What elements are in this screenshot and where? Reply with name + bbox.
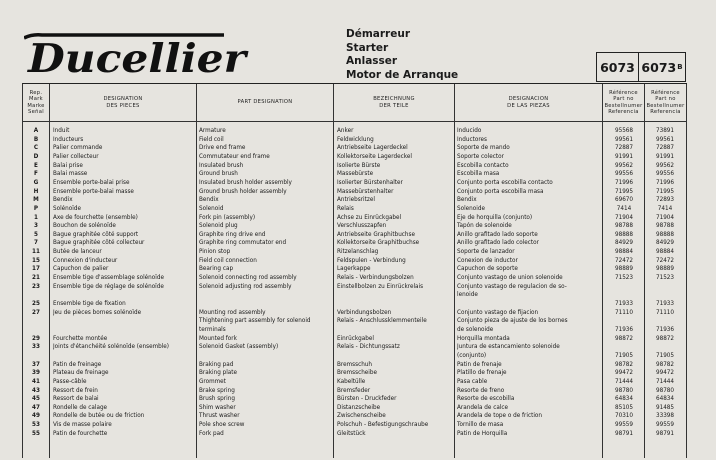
row-de: Antriebseite Graphitbuchse <box>337 231 415 238</box>
row-fr: Joints d'étanchéité solénoïde (ensemble) <box>53 344 170 351</box>
table-row <box>23 248 687 256</box>
row-en: Solenoid connecting rod assembly <box>199 275 297 282</box>
row-fr: Solénoïde <box>53 205 81 212</box>
table-row <box>23 257 687 265</box>
row-ref2: 98889 <box>655 266 675 273</box>
row-mark: P <box>33 205 39 212</box>
row-en: Bearing cap <box>199 266 234 273</box>
row-es: Tornillo de masa <box>457 422 504 429</box>
row-fr: Plateau de freinage <box>53 370 109 377</box>
row-ref1: 98782 <box>614 361 634 368</box>
row-de: Polschuh - Befestigungschraube <box>337 422 429 429</box>
row-ref2: 99472 <box>655 370 675 377</box>
row-fr: Ensemble tige de réglage de solénoïde <box>53 283 164 290</box>
table-row <box>23 387 687 395</box>
row-fr: Vis de masse polaire <box>53 422 112 429</box>
row-mark: 23 <box>32 283 40 290</box>
title-de: Anlasser <box>346 55 398 67</box>
row-en: Insulated brush <box>199 162 244 169</box>
row-mark: H <box>33 188 39 195</box>
row-fr: Balai masse <box>53 171 88 178</box>
row-fr: Palier commande <box>53 145 103 152</box>
row-ref1: 71905 <box>614 352 634 359</box>
table-row <box>23 395 687 403</box>
row-fr: Bouchon de solénoïde <box>53 223 116 230</box>
row-es: Bendix <box>457 197 477 204</box>
row-mark: 11 <box>32 249 40 256</box>
row-es: Soporte de lanzador <box>457 249 515 256</box>
row-es: Conjunto porta escobilla masa <box>457 188 544 195</box>
row-fr: Patin de freinage <box>53 361 102 368</box>
row-mark: 5 <box>34 231 38 238</box>
row-es: Conjunto vastago de union solenoide <box>457 275 563 282</box>
row-ref2: 71110 <box>655 309 675 316</box>
row-de: Antriebsritzel <box>337 197 375 204</box>
row-fr: Ressort de balai <box>53 396 99 403</box>
row-ref1: 84929 <box>614 240 634 247</box>
table-row <box>23 239 687 247</box>
title-fr: Démarreur <box>346 28 410 40</box>
table-row <box>23 343 687 351</box>
row-ref2: 84929 <box>655 240 675 247</box>
row-fr: Balai prise <box>53 162 83 169</box>
row-en: Braking pad <box>199 361 234 368</box>
row-es: Soporte de mando <box>457 145 510 152</box>
row-ref1: 98889 <box>614 266 634 273</box>
title-es: Motor de Arranque <box>346 68 459 81</box>
row-fr: Induit <box>53 128 70 134</box>
table-row <box>23 326 687 334</box>
row-de: Zwischenscheibe <box>337 413 386 420</box>
row-es: Capuchon de soporte <box>457 266 518 273</box>
row-mark: 17 <box>32 266 40 273</box>
row-es: Inducido <box>457 128 482 134</box>
row-mark: 25 <box>32 301 40 307</box>
row-ref2: 98780 <box>655 387 675 394</box>
row-mark: 15 <box>32 257 40 264</box>
row-de: Achse zu Einrückgabel <box>337 214 402 221</box>
row-fr: Ensemble tige de fixation <box>53 301 126 307</box>
row-de: Anker <box>337 128 354 134</box>
row-es: Patin de frenaje <box>457 361 502 368</box>
row-es: Solenoide <box>457 205 485 212</box>
row-en: Drive end frame <box>199 145 246 152</box>
row-en: Solenoid adjusting rod assembly <box>199 283 292 290</box>
row-fr: Connexion d'inducteur <box>53 257 118 264</box>
row-de: Feldwicklung <box>337 136 374 143</box>
row-ref2: 72893 <box>655 197 675 204</box>
row-ref2: 64834 <box>655 396 675 403</box>
row-mark: 37 <box>32 361 40 368</box>
row-mark: 7 <box>34 240 38 247</box>
row-ref2: 98782 <box>655 361 675 368</box>
row-de: Distanzscheibe <box>337 404 381 411</box>
row-es: Pasa cable <box>457 378 488 385</box>
row-en: Ground brush <box>199 171 238 178</box>
table-row <box>23 188 687 196</box>
table-row <box>23 214 687 222</box>
row-ref2: 71905 <box>655 352 675 359</box>
row-de: Kollektorseite Lagerdeckel <box>337 153 412 160</box>
row-en: Pinion stop <box>199 249 231 256</box>
row-en: Brake spring <box>199 387 235 394</box>
row-en: Armature <box>199 128 226 134</box>
header-fr: DESIGNATION DES PIECES <box>50 84 197 122</box>
row-de: Massebürste <box>337 171 374 178</box>
row-ref2: 33398 <box>655 413 675 420</box>
parts-table <box>22 83 687 458</box>
row-ref1: 99559 <box>614 422 634 429</box>
row-ref1: 72887 <box>614 145 634 152</box>
row-ref1: 71523 <box>614 275 634 282</box>
row-ref1: 98788 <box>614 223 634 230</box>
row-mark: B <box>33 136 39 143</box>
row-en: Mounting rod assembly <box>199 309 266 316</box>
row-fr: Rondelle de calage <box>53 404 108 411</box>
row-ref1: 98872 <box>614 335 634 342</box>
row-mark: E <box>34 162 38 169</box>
row-de: Bremsfeder <box>337 387 371 394</box>
row-mark: 33 <box>32 344 40 351</box>
table-row <box>23 378 687 386</box>
header-de: BEZEICHNUNG DER TEILE <box>334 84 455 122</box>
row-es: Conjunto vastago de fijacion <box>457 309 539 316</box>
row-ref2: 71523 <box>655 275 675 282</box>
row-mark: D <box>33 153 39 160</box>
row-ref1: 71904 <box>614 214 634 221</box>
row-mark: 29 <box>32 335 40 342</box>
row-en: terminals <box>199 326 226 333</box>
row-es: Conexion de inductor <box>457 257 518 264</box>
header-ref2: Référence Part no Bestellnumer Referencia <box>645 84 687 122</box>
table-row <box>23 265 687 273</box>
row-es: Inductores <box>457 136 488 143</box>
row-en: Solenoid Gasket (assembly) <box>199 344 279 351</box>
row-en: Bendix <box>199 197 219 204</box>
table-row <box>23 421 687 429</box>
row-en: Graphite ring drive end <box>199 231 266 238</box>
row-es: Patin de Horquilla <box>457 430 508 437</box>
row-mark: 41 <box>32 378 40 385</box>
row-ref1: 7414 <box>616 205 632 212</box>
row-ref2: 98791 <box>655 430 675 437</box>
row-ref2: 72887 <box>655 145 675 152</box>
table-row <box>23 179 687 187</box>
row-de: Kollektorseite Graphitbuchse <box>337 240 420 247</box>
row-fr: Butée de lanceur <box>53 249 102 256</box>
ducellier-logo <box>24 28 249 80</box>
table-row <box>23 309 687 317</box>
row-ref2: 98888 <box>655 231 675 238</box>
row-ref2: 71996 <box>655 179 675 186</box>
row-ref2: 99559 <box>655 422 675 429</box>
row-mark: A <box>33 128 39 134</box>
row-es: Escobilla masa <box>457 171 500 178</box>
row-en: Grommet <box>199 378 226 385</box>
row-mark: 47 <box>32 404 40 411</box>
row-mark: 3 <box>34 223 38 230</box>
table-row <box>23 352 687 360</box>
product-titles <box>346 28 458 82</box>
row-ref2: 71444 <box>655 378 675 385</box>
row-ref2: 91485 <box>655 404 675 411</box>
row-mark: G <box>33 179 39 186</box>
row-ref1: 98791 <box>614 430 634 437</box>
header-mark: Rep. Mark Marke Señal <box>23 84 50 122</box>
table-row <box>23 205 687 213</box>
row-de: Bürsten - Druckfeder <box>337 396 397 403</box>
table-row <box>23 136 687 144</box>
row-fr: Bague graphitée côté collecteur <box>53 240 145 247</box>
row-fr: Bendix <box>53 197 73 204</box>
table-row <box>23 153 687 161</box>
row-fr: Ensemble tige d'assemblage solénoïde <box>53 275 164 282</box>
header-es: DESIGNACION DE LAS PIEZAS <box>455 84 603 122</box>
row-en: Brush spring <box>199 396 235 403</box>
row-de: Lagerkappe <box>337 266 371 273</box>
row-ref2: 98788 <box>655 223 675 230</box>
row-ref2: 71933 <box>655 301 675 307</box>
row-fr: Fourchette montée <box>53 335 108 342</box>
row-ref1: 98888 <box>614 231 634 238</box>
table-row <box>23 222 687 230</box>
row-ref1: 95568 <box>614 128 634 134</box>
row-ref2: 98884 <box>655 249 675 256</box>
row-es: Conjunto porta escobilla contacto <box>457 179 553 186</box>
row-ref1: 99562 <box>614 162 634 169</box>
row-en: Braking plate <box>199 370 238 377</box>
row-es: Horquilla montada <box>457 335 510 342</box>
row-en: Shim washer <box>199 404 236 411</box>
row-en: Commutateur end frame <box>199 153 270 160</box>
row-mark: 27 <box>32 309 40 316</box>
row-mark: M <box>33 197 39 204</box>
row-es: Conjunto vastago de regulacion de so- <box>457 283 567 290</box>
row-en: Field coil <box>199 136 224 143</box>
table-row <box>23 430 687 438</box>
table-row <box>23 412 687 420</box>
row-fr: Bague graphitée côté support <box>53 231 139 238</box>
row-de: Verschlusszapfen <box>337 223 387 230</box>
row-es: (conjunto) <box>457 352 487 359</box>
row-fr: Jeu de pièces bornes solénoïde <box>53 309 142 316</box>
row-de: Ritzelanschlag <box>337 249 379 256</box>
row-mark: 49 <box>32 413 40 420</box>
table-row <box>23 274 687 282</box>
row-fr: Rondelle de butée ou de friction <box>53 413 145 420</box>
row-en: Thightening part assembly for solenoid <box>199 318 311 325</box>
row-fr: Palier collecteur <box>53 153 99 160</box>
row-es: Platillo de frenaje <box>457 370 507 377</box>
row-es: Arandela de calce <box>457 404 509 411</box>
row-en: Ground brush holder assembly <box>199 188 287 195</box>
row-mark: 21 <box>32 275 40 282</box>
row-ref2: 91991 <box>655 153 675 160</box>
row-mark: 1 <box>34 214 38 221</box>
row-ref1: 98780 <box>614 387 634 394</box>
table-row <box>23 231 687 239</box>
row-en: Fork pad <box>199 430 224 437</box>
row-fr: Capuchon de palier <box>53 266 109 273</box>
row-ref1: 71996 <box>614 179 634 186</box>
row-de: Einrückgabel <box>337 335 374 342</box>
row-de: Bremsschuh <box>337 361 373 368</box>
row-de: Relais - Anschlussklemmenteile <box>337 318 427 325</box>
row-de: Feldspulen - Verbindung <box>337 257 406 264</box>
row-ref2: 73891 <box>655 128 675 134</box>
row-ref2: 98872 <box>655 335 675 342</box>
row-ref1: 69670 <box>614 197 634 204</box>
row-ref1: 71933 <box>614 301 634 307</box>
row-ref1: 70310 <box>614 413 634 420</box>
table-row <box>23 283 687 291</box>
row-en: Fork pin (assembly) <box>199 214 256 221</box>
row-de: Gleitstück <box>337 430 366 437</box>
row-es: Escobilla contacto <box>457 162 509 169</box>
table-row <box>23 162 687 170</box>
row-ref1: 98884 <box>614 249 634 256</box>
row-mark: C <box>33 145 39 152</box>
row-ref2: 99556 <box>655 171 675 178</box>
table-row <box>23 196 687 204</box>
row-de: Relais - Dichtungssatz <box>337 344 400 351</box>
header-en: PART DESIGNATION <box>197 84 334 122</box>
row-ref1: 71444 <box>614 378 634 385</box>
row-mark: 43 <box>32 387 40 394</box>
row-en: Solenoid plug <box>199 223 238 230</box>
row-ref1: 85105 <box>614 404 634 411</box>
row-es: lenoide <box>457 292 478 299</box>
row-es: Arandela de tope o de friction <box>457 413 542 420</box>
row-mark: 53 <box>32 422 40 429</box>
row-en: Solenoid <box>199 205 224 212</box>
row-mark: 55 <box>32 430 40 437</box>
row-en: Thrust washer <box>199 413 240 420</box>
row-ref2: 7414 <box>657 205 673 212</box>
row-de: Relais - Verbindungsbolzen <box>337 275 414 282</box>
row-es: Juntura de estancamiento solenoide <box>457 344 560 351</box>
row-ref1: 99556 <box>614 171 634 178</box>
row-fr: Patin de fourchette <box>53 430 108 437</box>
row-ref2: 71904 <box>655 214 675 221</box>
row-en: Insulated brush holder assembly <box>199 179 292 186</box>
row-fr: Axe de fourchette (ensemble) <box>53 214 138 221</box>
table-row <box>23 361 687 369</box>
row-mark: 45 <box>32 396 40 403</box>
row-de: Isolierter Bürstenhalter <box>337 179 403 186</box>
row-de: Kabeltülle <box>337 378 366 385</box>
row-de: Antriebseite Lagerdeckel <box>337 145 408 152</box>
row-es: Anillo grafitado lado soporte <box>457 231 538 238</box>
row-ref2: 71995 <box>655 188 675 195</box>
svg-text:Ducellier: Ducellier <box>26 36 249 80</box>
row-en: Mounted fork <box>199 335 237 342</box>
row-ref1: 99561 <box>614 136 634 143</box>
row-ref1: 91991 <box>614 153 634 160</box>
row-de: Relais <box>337 205 354 212</box>
row-ref1: 99472 <box>614 370 634 377</box>
part-code-primary: 6073 <box>596 52 639 82</box>
row-fr: Passe-câble <box>53 378 87 385</box>
row-ref1: 72472 <box>614 257 634 264</box>
row-ref1: 64834 <box>614 396 634 403</box>
row-es: Resorte de freno <box>457 387 505 394</box>
table-row <box>23 144 687 152</box>
row-es: Conjunto pieza de ajuste de los bornes <box>457 318 568 325</box>
row-de: Isolierte Bürste <box>337 162 381 169</box>
row-fr: Ensemble porte-balai prise <box>53 179 130 186</box>
row-ref2: 99562 <box>655 162 675 169</box>
row-de: Massebürstenhalter <box>337 188 394 195</box>
row-ref2: 99561 <box>655 136 675 143</box>
table-row <box>23 369 687 377</box>
table-row <box>23 300 687 308</box>
row-es: Tapón de solenoide <box>457 223 512 230</box>
row-es: de solenoide <box>457 326 494 333</box>
row-ref1: 71995 <box>614 188 634 195</box>
row-fr: Ensemble porte-balai masse <box>53 188 134 195</box>
row-en: Pole shoe screw <box>199 422 245 429</box>
row-ref2: 71936 <box>655 326 675 333</box>
row-es: Anillo grafitado lado colector <box>457 240 539 247</box>
row-de: Einstellbolzen zu Einrückrelais <box>337 283 424 290</box>
row-de: Verbindungsbolzen <box>337 309 392 316</box>
row-ref2: 72472 <box>655 257 675 264</box>
row-mark: F <box>34 171 38 178</box>
row-en: Graphite ring commutator end <box>199 240 287 247</box>
row-mark: 39 <box>32 370 40 377</box>
table-row <box>23 291 687 299</box>
header-ref1: Référence Part no Bestellnumer Referencia <box>603 84 645 122</box>
table-row <box>23 317 687 325</box>
row-es: Soporte colector <box>457 153 504 160</box>
row-es: Eje de horquilla (conjunto) <box>457 214 533 221</box>
table-row <box>23 127 687 135</box>
row-de: Bremsscheibe <box>337 370 378 377</box>
row-ref1: 71110 <box>614 309 634 316</box>
row-en: Field coil connection <box>199 257 257 264</box>
table-row <box>23 404 687 412</box>
table-row <box>23 170 687 178</box>
row-es: Resorte de escobilla <box>457 396 515 403</box>
row-fr: Inducteurs <box>53 136 84 143</box>
row-ref1: 71936 <box>614 326 634 333</box>
row-fr: Ressort de frein <box>53 387 98 394</box>
part-code-secondary: 6073 B <box>638 52 686 82</box>
title-en: Starter <box>346 41 389 54</box>
table-row <box>23 335 687 343</box>
